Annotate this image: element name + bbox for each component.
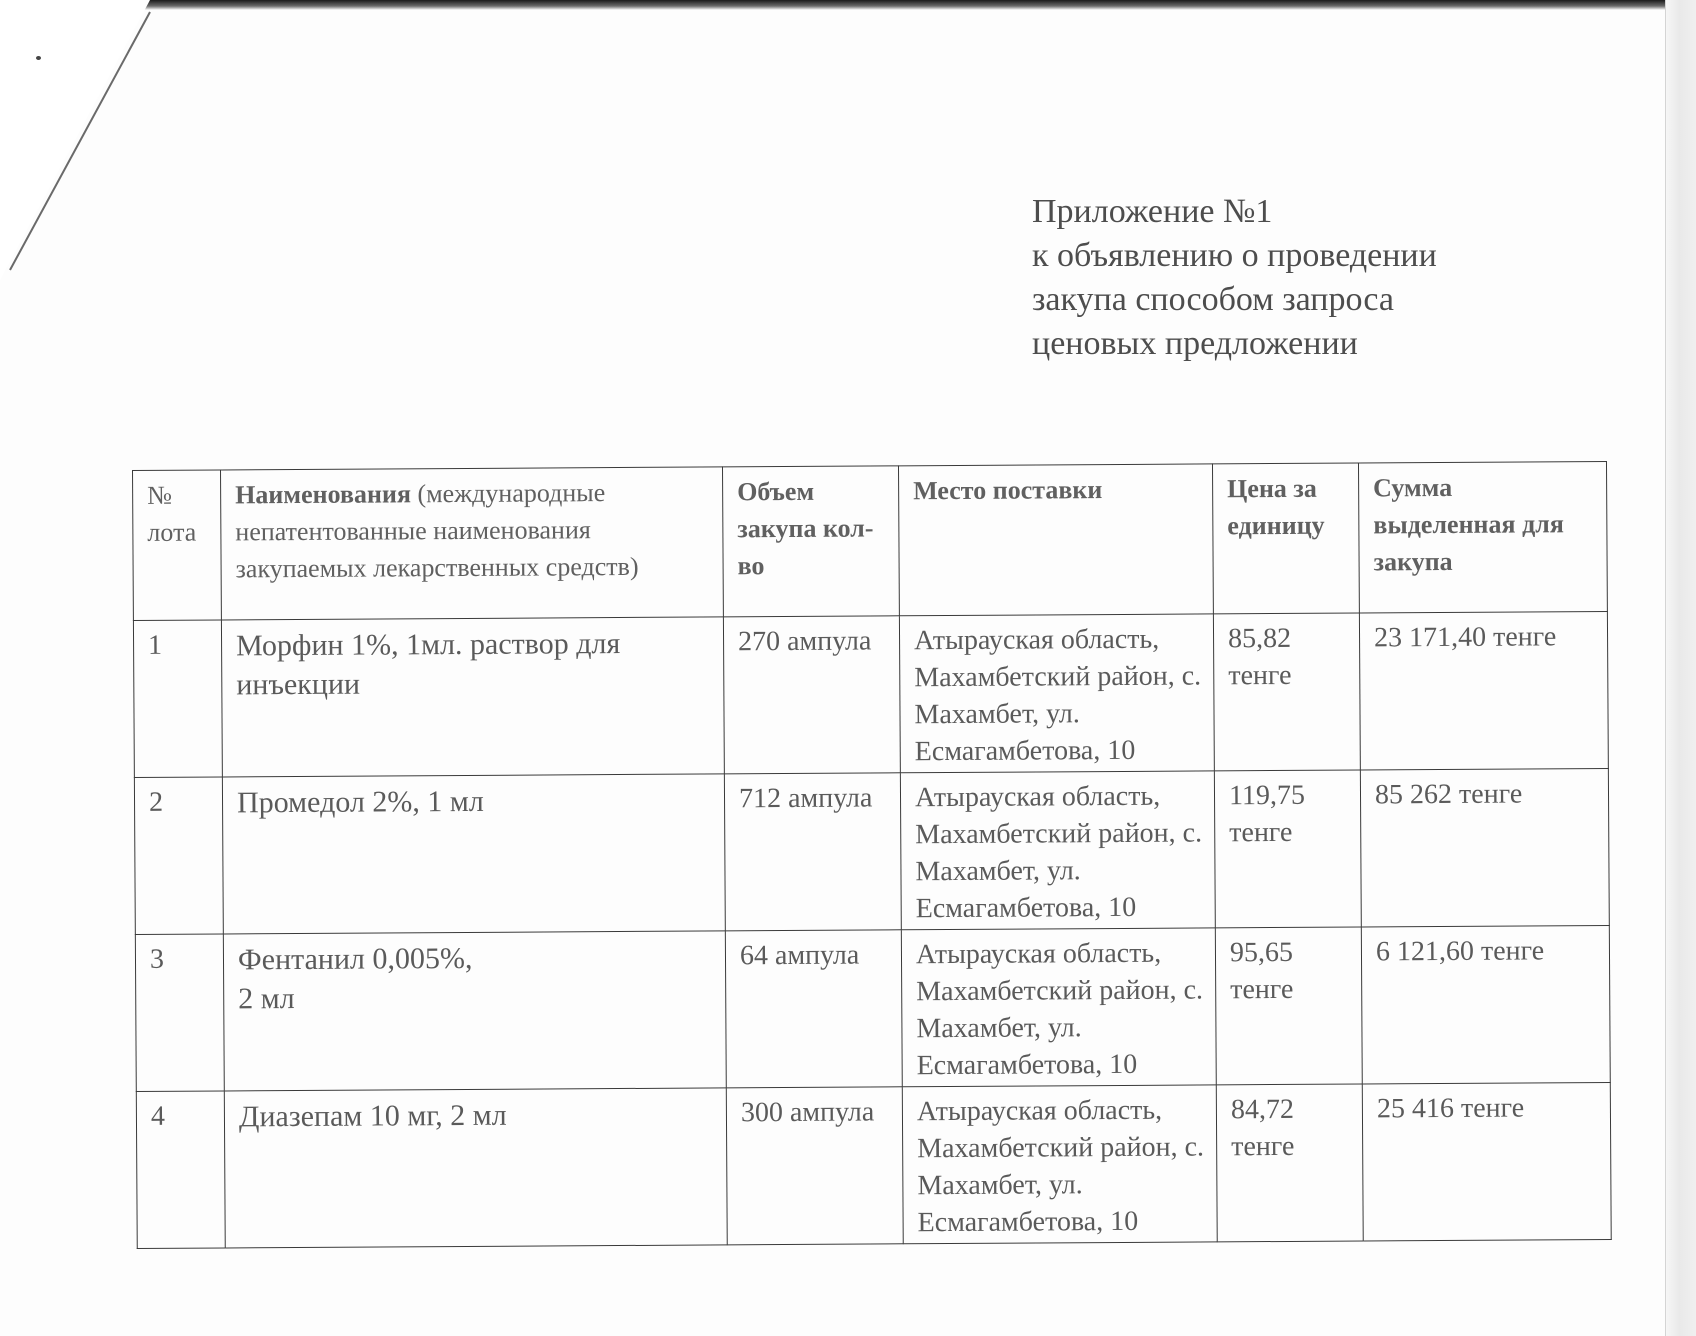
annex-heading	[1032, 190, 1552, 366]
cell-lot: 2	[134, 777, 223, 935]
cell-lot: 1	[133, 620, 222, 778]
table-row	[135, 925, 1610, 1091]
cell-place: Атырауская область, Махамбетский район, с. Махамбет, ул. Есмагамбетова, 10	[899, 614, 1214, 773]
cell-name: Промедол 2%, 1 мл	[222, 774, 725, 934]
table-row	[136, 1082, 1611, 1248]
procurement-lots-table	[132, 461, 1612, 1249]
annex-line: к объявлению о проведении	[1032, 237, 1437, 274]
table-row	[133, 611, 1608, 777]
cell-volume: 300 ампула	[726, 1087, 903, 1245]
cell-volume: 712 ампула	[724, 773, 901, 931]
cell-place: Атырауская область, Махамбетский район, с. Махамбет, ул. Есмагамбетова, 10	[902, 1085, 1217, 1244]
cell-place: Атырауская область, Махамбетский район, с. Махамбет, ул. Есмагамбетова, 10	[901, 928, 1216, 1087]
table-row	[134, 768, 1609, 934]
header-lot-number: № лота	[133, 470, 222, 621]
header-name-rest: (международные непатентованные наименования закупаемых лекарственных средств)	[235, 478, 639, 584]
cell-total: 85 262 тенге	[1360, 768, 1609, 927]
scan-edge-top	[0, 0, 1696, 10]
annex-line: закупа способом запроса	[1032, 281, 1394, 318]
annex-line: ценовых предложении	[1032, 325, 1358, 362]
cell-lot: 4	[136, 1091, 225, 1249]
cell-unit-price: 95,65 тенге	[1215, 927, 1362, 1085]
cell-total: 25 416 тенге	[1362, 1082, 1611, 1241]
annex-line: Приложение №1	[1032, 193, 1273, 230]
cell-name: Морфин 1%, 1мл. раствор для инъекции	[221, 617, 724, 777]
header-total: Сумма выделенная для закупа	[1358, 461, 1607, 613]
cell-volume: 64 ампула	[725, 930, 902, 1088]
cell-lot: 3	[135, 934, 224, 1092]
scan-edge-right	[1665, 0, 1696, 1336]
header-name-bold: Наименования	[235, 479, 412, 510]
cell-unit-price: 119,75 тенге	[1214, 770, 1361, 928]
cell-name	[223, 931, 726, 1091]
header-place: Место поставки	[898, 464, 1213, 616]
cell-name-line: Фентанил 0,005%,	[237, 941, 473, 977]
cell-total: 6 121,60 тенге	[1361, 925, 1610, 1084]
scan-speck	[36, 56, 41, 60]
cell-name-line: 2 мл	[238, 982, 295, 1016]
table-header-row	[133, 461, 1608, 620]
scan-fold-corner	[0, 0, 160, 300]
cell-place: Атырауская область, Махамбетский район, с. Махамбет, ул. Есмагамбетова, 10	[900, 771, 1215, 930]
cell-volume: 270 ампула	[723, 616, 900, 774]
header-volume: Объем закупа кол-во	[722, 466, 899, 617]
cell-total: 23 171,40 тенге	[1359, 611, 1608, 770]
cell-name: Диазепам 10 мг, 2 мл	[224, 1088, 727, 1248]
header-unit-price: Цена за единицу	[1212, 463, 1359, 614]
header-name	[221, 467, 724, 620]
cell-unit-price: 85,82 тенге	[1213, 613, 1360, 771]
cell-unit-price: 84,72 тенге	[1216, 1084, 1363, 1242]
